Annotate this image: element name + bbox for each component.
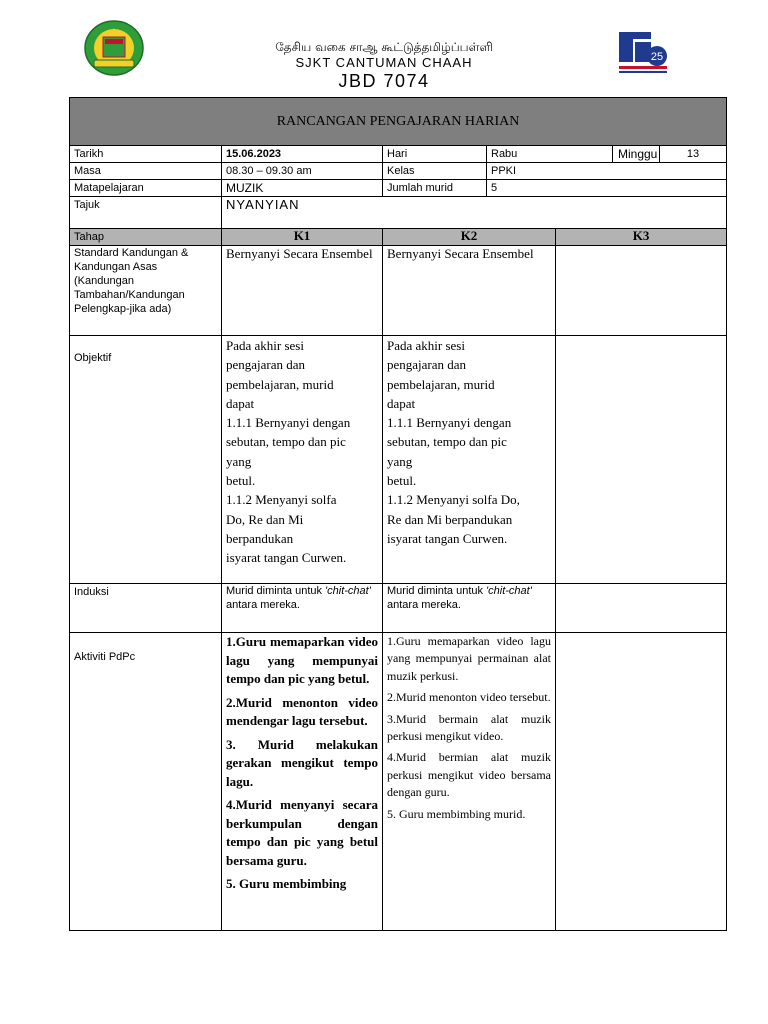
k2-header: K2 — [383, 229, 556, 246]
aktiviti-k1-step: 3. Murid melakukan gerakan mengikut tempo lagu. — [226, 736, 378, 789]
objektif-k1-line: betul. — [226, 473, 256, 489]
tahap-label: Tahap — [70, 229, 222, 246]
lesson-plan-table — [69, 97, 727, 931]
jumlah-murid-value: 5 — [487, 180, 727, 197]
tarikh-label: Tarikh — [70, 146, 222, 163]
induksi-k1-text: Murid diminta untuk — [226, 585, 326, 597]
objektif-k2-line: 1.1.1 Bernyanyi dengan — [387, 415, 512, 431]
kelas-value: PPKI — [487, 163, 727, 180]
aktiviti-k2-step: 4.Murid bermian alat muzik perkusi mengikut video bersama dengan guru. — [387, 750, 551, 800]
objektif-k1-line: Do, Re dan Mi — [226, 511, 304, 527]
induksi-k1-emphasis: 'chit-chat' — [325, 585, 371, 597]
aktiviti-k2 — [383, 633, 556, 931]
objektif-k1-line: sebutan, tempo dan pic — [226, 434, 346, 450]
aktiviti-k1 — [222, 633, 383, 931]
objektif-k2-line: pembelajaran, murid — [387, 376, 495, 392]
objektif-k1-line: 1.1.2 Menyanyi solfa — [226, 492, 337, 508]
objektif-k2-line: dapat — [387, 395, 416, 411]
hari-label: Hari — [383, 146, 487, 163]
objektif-k1-line: 1.1.1 Bernyanyi dengan — [226, 415, 351, 431]
aktiviti-k3 — [556, 633, 727, 931]
minggu-value: 13 — [686, 148, 700, 160]
induksi-k3 — [556, 584, 727, 633]
standard-k3 — [556, 246, 727, 336]
induksi-k2-text-end: antara mereka. — [387, 599, 461, 611]
objektif-k1 — [222, 336, 383, 584]
k3-header: K3 — [556, 229, 727, 246]
objektif-k2-line: isyarat tangan Curwen. — [387, 530, 508, 546]
minggu-divider — [612, 145, 613, 163]
induksi-k2 — [383, 584, 556, 633]
objektif-k1-line: pengajaran dan — [226, 357, 306, 373]
matapelajaran-label: Matapelajaran — [70, 180, 222, 197]
induksi-k2-text: Murid diminta untuk — [387, 585, 487, 597]
aktiviti-k2-step: 2.Murid menonton video tersebut. — [387, 690, 551, 705]
aktiviti-k2-step: 5. Guru membimbing murid. — [387, 806, 526, 821]
objektif-k2 — [383, 336, 556, 584]
tajuk-value: NYANYIAN — [222, 197, 727, 229]
tarikh-value: 15.06.2023 — [222, 146, 383, 163]
anniversary-25-logo — [617, 28, 669, 76]
objektif-k2-line: betul. — [387, 473, 417, 489]
aktiviti-k1-step: 1.Guru memaparkan video lagu yang mempunyai tempo dan pic yang betul. — [226, 634, 378, 686]
k1-header: K1 — [222, 229, 383, 246]
standard-label: Standard Kandungan & Kandungan Asas (Kandungan Tambahan/Kandungan Pelengkap-jika ada) — [70, 246, 222, 336]
objektif-k1-line: pembelajaran, murid — [226, 376, 334, 392]
objektif-k2-line: sebutan, tempo dan pic — [387, 434, 507, 450]
aktiviti-label: Aktiviti PdPc — [70, 633, 222, 931]
aktiviti-k1-step: 5. Guru membimbing — [226, 876, 347, 891]
aktiviti-k2-step: 3.Murid bermain alat muzik perkusi mengikut video. — [387, 711, 551, 744]
minggu-label: Minggu — [618, 147, 658, 161]
tajuk-label: Tajuk — [70, 197, 222, 229]
aktiviti-k1-step: 2.Murid menonton video mendengar lagu tersebut. — [226, 694, 378, 728]
aktiviti-k2-step: 1.Guru memaparkan video lagu yang mempunyai permainan alat muzik perkusi. — [387, 634, 551, 683]
objektif-k1-line: dapat — [226, 395, 255, 411]
objektif-k2-line: yang — [387, 453, 413, 469]
standard-k1: Bernyanyi Secara Ensembel — [222, 246, 383, 336]
aktiviti-k1-step: 4.Murid menyanyi secara berkumpulan dengan tempo dan pic yang betul bersama guru. — [226, 797, 378, 868]
induksi-k2-emphasis: 'chit-chat' — [486, 585, 532, 597]
form-title: RANCANGAN PENGAJARAN HARIAN — [70, 98, 727, 146]
school-tamil-name: தேசிய வகை சாஆ கூட்டுத்தமிழ்ப்பள்ளி — [275, 40, 493, 54]
jumlah-murid-label: Jumlah murid — [383, 180, 487, 197]
induksi-k1-text-end: antara mereka. — [226, 599, 300, 611]
standard-k2: Bernyanyi Secara Ensembel — [383, 246, 556, 336]
masa-value: 08.30 – 09.30 am — [222, 163, 383, 180]
objektif-k2-line: pengajaran dan — [387, 357, 467, 373]
objektif-k1-line: yang — [226, 453, 252, 469]
objektif-k1-line: Pada akhir sesi — [226, 338, 304, 353]
matapelajaran-value: MUZIK — [222, 180, 383, 197]
masa-label: Masa — [70, 163, 222, 180]
induksi-label: Induksi — [70, 584, 222, 633]
school-name: SJKT CANTUMAN CHAAH — [295, 55, 473, 70]
school-code: JBD 7074 — [338, 71, 430, 91]
objektif-k1-line: isyarat tangan Curwen. — [226, 550, 347, 566]
kelas-label: Kelas — [383, 163, 487, 180]
objektif-k2-line: Pada akhir sesi — [387, 338, 465, 353]
objektif-k3 — [556, 336, 727, 584]
objektif-label: Objektif — [70, 336, 222, 584]
hari-value: Rabu — [487, 146, 660, 163]
objektif-k2-line: Re dan Mi berpandukan — [387, 511, 513, 527]
anniversary-number: 25 — [650, 51, 664, 63]
objektif-k1-line: berpandukan — [226, 530, 294, 546]
minggu-cell — [660, 146, 727, 163]
induksi-k1 — [222, 584, 383, 633]
objektif-k2-line: 1.1.2 Menyanyi solfa Do, — [387, 492, 520, 508]
